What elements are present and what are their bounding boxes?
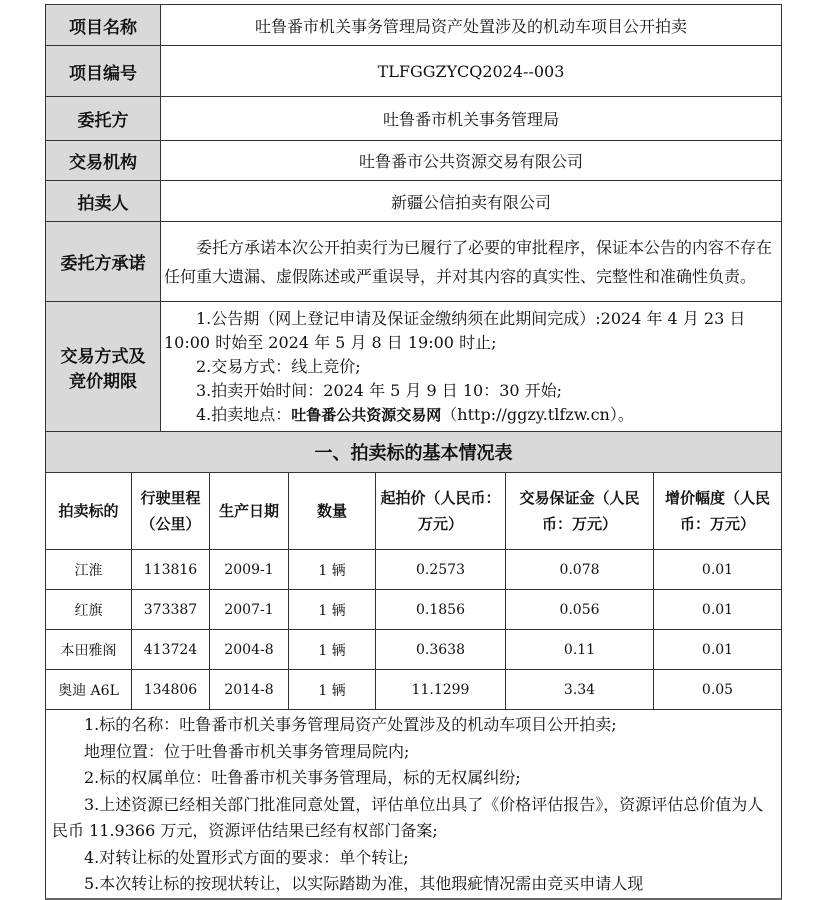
cell-increment: 0.01 [654,590,782,630]
column-header: 生产日期 [210,473,289,550]
cell-date: 2004-8 [210,630,289,670]
table-row [46,590,782,630]
cell-date: 2009-1 [210,550,289,590]
info-row-project-name [46,5,782,46]
location-name: 吐鲁番公共资源交易网 [291,405,442,424]
info-row-client [46,97,782,141]
note-item: 2.标的权属单位：吐鲁番市机关事务管理局，标的无权属纠纷; [84,768,521,787]
section-title: 一、拍卖标的基本情况表 [46,432,782,473]
trading-label-line1: 交易方式及 [60,346,146,367]
commitment-label: 委托方承诺 [46,222,161,302]
cell-quantity: 1 辆 [289,670,376,710]
announcement-document [45,4,782,900]
cell-start-price: 0.2573 [376,550,506,590]
note-item: 5.本次转让标的按现状转让，以实际踏勘为准，其他瑕疵情况需由竞买申请人现 [84,874,644,893]
info-row-agency [46,141,782,181]
column-header: 行驶里程（公里） [132,473,210,550]
column-header: 起拍价（人民币：万元） [376,473,506,550]
column-header: 拍卖标的 [46,473,132,550]
info-value: TLFGGZYCQ2024--003 [161,46,782,97]
notes-row [46,710,782,899]
cell-quantity: 1 辆 [289,590,376,630]
note-item: 地理位置：位于吐鲁番市机关事务管理局院内; [84,741,410,761]
trading-item: 2.交易方式：线上竞价; [196,356,361,376]
cell-start-price: 11.1299 [376,670,506,710]
cell-deposit: 0.056 [506,590,654,630]
cell-increment: 0.01 [654,550,782,590]
info-value: 新疆公信拍卖有限公司 [161,181,782,222]
location-url[interactable]: （http://ggzy.tlfzw.cn）。 [441,404,634,424]
cell-mileage: 113816 [132,550,210,590]
cell-item: 江淮 [46,550,132,590]
cell-deposit: 0.11 [506,630,654,670]
cell-increment: 0.05 [654,670,782,710]
cell-deposit: 3.34 [506,670,654,710]
info-value: 吐鲁番市公共资源交易有限公司 [161,141,782,181]
trading-item: 3.拍卖开始时间：2024 年 5 月 9 日 10：30 开始; [196,380,563,400]
project-info-table [45,4,782,432]
table-row [46,630,782,670]
cell-item: 奥迪 A6L [46,670,132,710]
cell-start-price: 0.1856 [376,590,506,630]
column-header: 数量 [289,473,376,550]
info-row-auctioneer [46,181,782,222]
trading-item: 1.公告期（网上登记申请及保证金缴纳须在此期间完成）:2024 年 4 月 23 日 10:00 时始至 2024 年 5 月 8 日 19:00 时止; [164,308,746,352]
table-row [46,550,782,590]
info-label: 项目编号 [46,46,161,97]
info-value: 吐鲁番市机关事务管理局资产处置涉及的机动车项目公开拍卖 [161,5,782,46]
section-title-row [46,432,782,473]
table-header-row [46,473,782,550]
cell-increment: 0.01 [654,630,782,670]
cell-start-price: 0.3638 [376,630,506,670]
cell-mileage: 373387 [132,590,210,630]
cell-mileage: 413724 [132,630,210,670]
location-prefix: 4.拍卖地点： [196,404,292,424]
info-label: 交易机构 [46,141,161,181]
trading-label-line2: 竞价期限 [69,371,137,392]
info-label: 项目名称 [46,5,161,46]
cell-mileage: 134806 [132,670,210,710]
table-row [46,670,782,710]
cell-date: 2014-8 [210,670,289,710]
cell-item: 本田雅阁 [46,630,132,670]
trading-item-location [164,403,777,427]
auction-items-table [45,431,782,900]
info-label: 拍卖人 [46,181,161,222]
note-item: 1.标的名称：吐鲁番市机关事务管理局资产处置涉及的机动车项目公开拍卖; [84,715,617,734]
cell-item: 红旗 [46,590,132,630]
cell-quantity: 1 辆 [289,550,376,590]
info-value: 吐鲁番市机关事务管理局 [161,97,782,141]
cell-date: 2007-1 [210,590,289,630]
info-row-project-number [46,46,782,97]
info-label: 委托方 [46,97,161,141]
info-row-trading [46,302,782,432]
info-row-commitment [46,222,782,302]
column-header: 交易保证金（人民币：万元） [506,473,654,550]
cell-quantity: 1 辆 [289,630,376,670]
note-item: 3.上述资源已经相关部门批准同意处置，评估单位出具了《价格评估报告》，资源评估总价值为人民币 11.9366 万元，资源评估结果已经有权部门备案; [52,794,764,840]
cell-deposit: 0.078 [506,550,654,590]
note-item: 4.对转让标的处置形式方面的要求：单个转让; [84,847,409,867]
commitment-text: 委托方承诺本次公开拍卖行为已履行了必要的审批程序，保证本公告的内容不存在任何重大遗漏、虚假陈述或严重误导，并对其内容的真实性、完整性和准确性负责。 [164,237,773,286]
column-header: 增价幅度（人民币：万元） [654,473,782,550]
